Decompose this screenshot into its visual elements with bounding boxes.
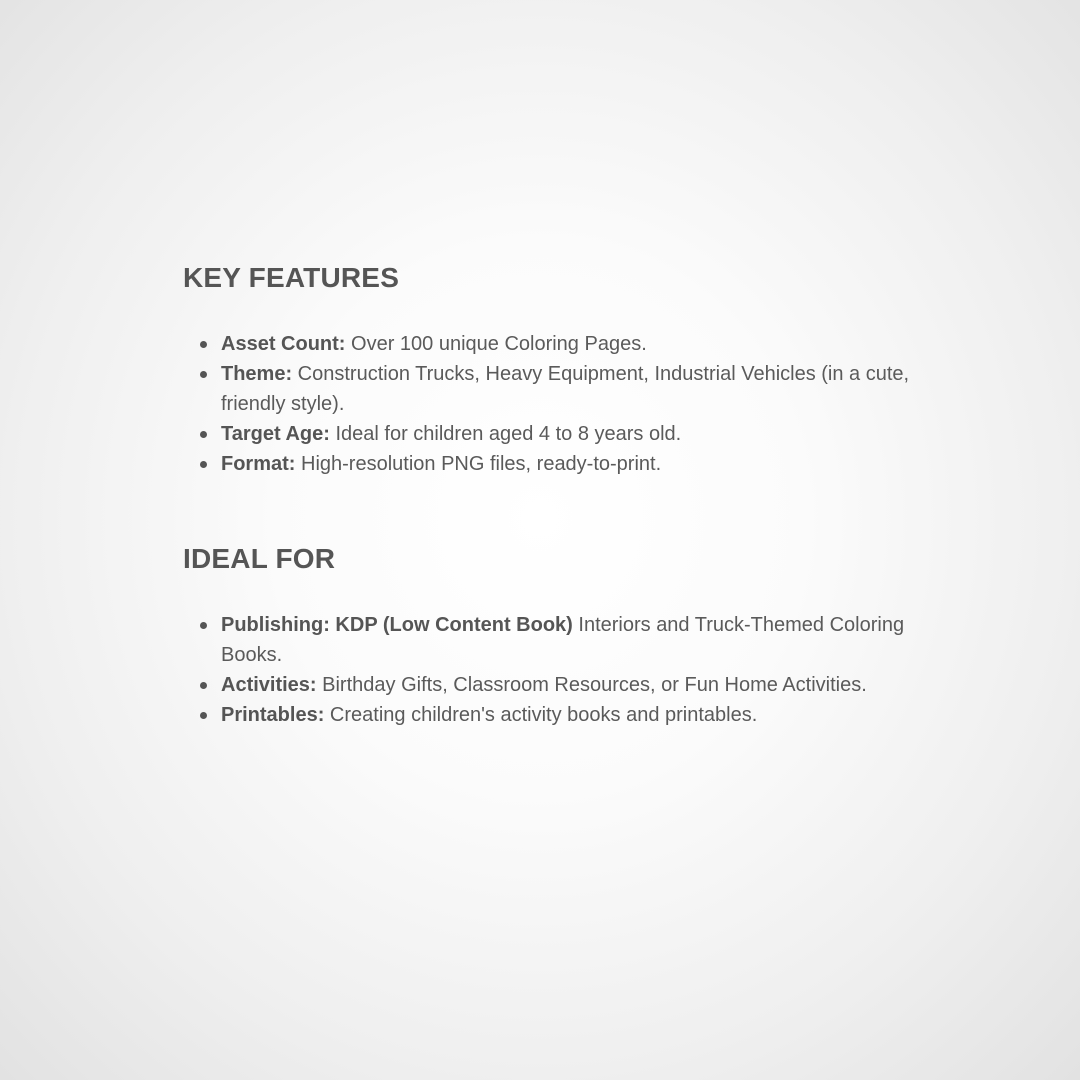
key-features-heading: KEY FEATURES bbox=[183, 262, 400, 293]
list-item bbox=[221, 329, 931, 359]
item-text: Over 100 unique Coloring Pages. bbox=[345, 333, 647, 355]
list-item bbox=[221, 359, 931, 419]
bullet-icon bbox=[200, 682, 207, 689]
item-label: Printables: bbox=[221, 704, 325, 726]
list-item bbox=[221, 670, 931, 700]
list-item bbox=[221, 610, 931, 670]
item-label: Theme: bbox=[221, 363, 293, 385]
bullet-icon bbox=[200, 712, 207, 719]
bullet-icon bbox=[200, 371, 207, 378]
key-features-list bbox=[183, 329, 931, 479]
bullet-icon bbox=[200, 341, 207, 348]
item-text: Birthday Gifts, Classroom Resources, or Fun Home Activities. bbox=[316, 674, 867, 696]
item-label: Format: bbox=[221, 453, 296, 475]
item-label: Target Age: bbox=[221, 423, 330, 445]
item-text: Creating children's activity books and printables. bbox=[324, 704, 758, 726]
item-label: Asset Count: bbox=[221, 333, 346, 355]
list-item bbox=[221, 449, 931, 479]
bullet-icon bbox=[200, 622, 207, 629]
bullet-icon bbox=[200, 461, 207, 468]
list-item bbox=[221, 700, 931, 730]
list-item bbox=[221, 419, 931, 449]
bullet-icon bbox=[200, 431, 207, 438]
ideal-for-list bbox=[183, 610, 931, 730]
item-text: Interiors and Truck-Themed Coloring Books. bbox=[221, 614, 905, 666]
item-label: Activities: bbox=[221, 674, 317, 696]
ideal-for-heading: IDEAL FOR bbox=[183, 543, 336, 574]
item-label: Publishing: KDP (Low Content Book) bbox=[221, 614, 573, 636]
item-text: High-resolution PNG files, ready-to-print. bbox=[295, 453, 662, 475]
item-text: Construction Trucks, Heavy Equipment, Industrial Vehicles (in a cute, friendly style). bbox=[221, 363, 910, 415]
item-text: Ideal for children aged 4 to 8 years old. bbox=[329, 423, 682, 445]
